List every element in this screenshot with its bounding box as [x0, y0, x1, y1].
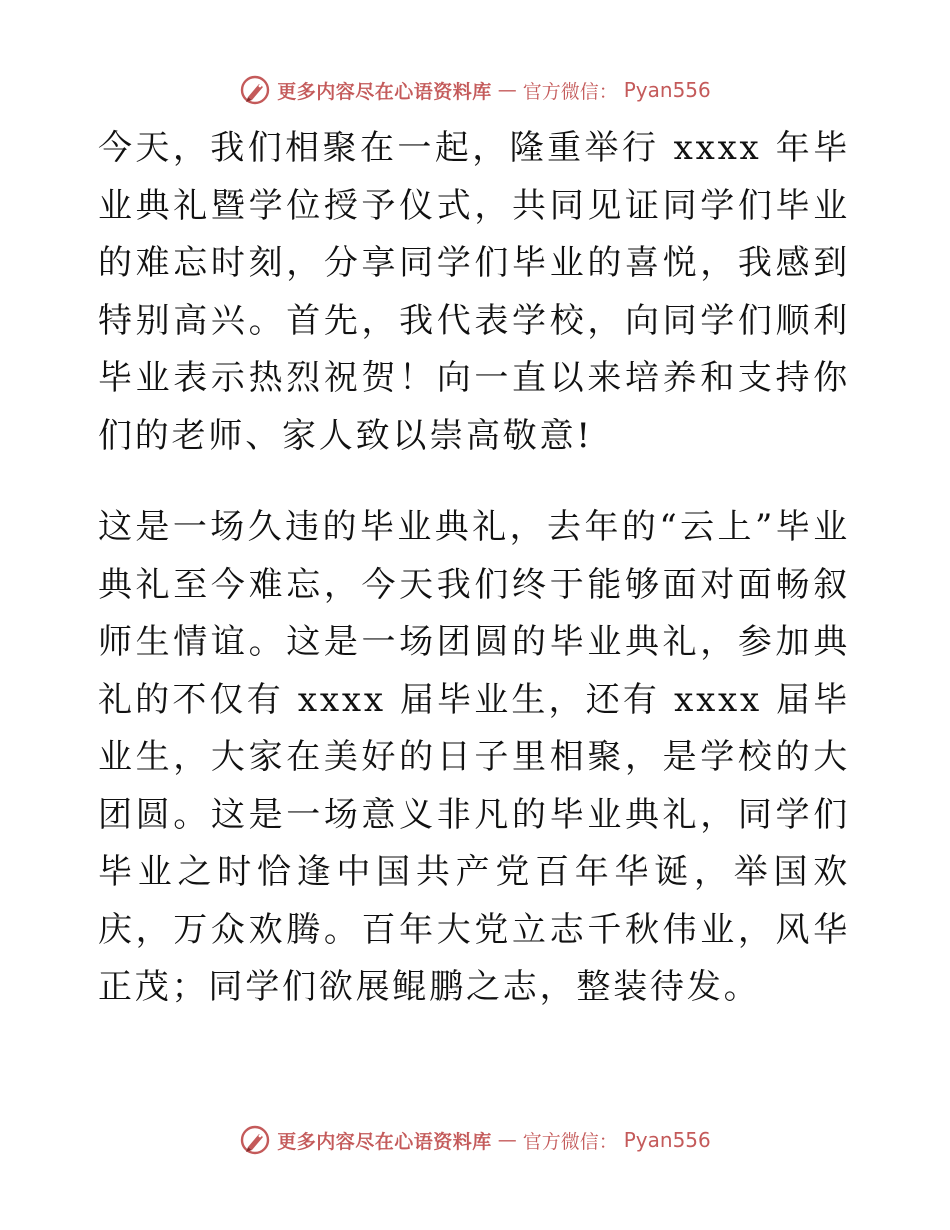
watermark-dash: — — [497, 1129, 517, 1151]
footer-watermark — [0, 1122, 950, 1158]
watermark-wechat-id: Pyan556 — [623, 78, 711, 102]
watermark-wechat-id: Pyan556 — [623, 1128, 711, 1152]
watermark-main-text: 更多内容尽在心语资料库 — [277, 80, 492, 103]
watermark-official-text: 官方微信： — [522, 1130, 618, 1153]
pen-nib-circle-icon — [239, 74, 271, 106]
document-body — [98, 120, 850, 1017]
watermark-main-text: 更多内容尽在心语资料库 — [277, 1130, 492, 1153]
watermark-dash: — — [497, 79, 517, 101]
pen-nib-circle-icon — [239, 1124, 271, 1156]
watermark-official-text: 官方微信： — [522, 80, 618, 103]
header-watermark — [0, 72, 950, 108]
paragraph-2: 这是一场久违的毕业典礼，去年的“云上”毕业典礼至今难忘，今天我们终于能够面对面畅叙师生情谊。这是一场团圆的毕业典礼，参加典礼的不仅有 xxxx 届毕业生，还有 xxxx 届毕业生，大家在美好的日子里相聚，是学校的大团圆。这是一场意义非凡的毕业典礼，同学们毕业之时恰逢中国共产党百年华诞，举国欢庆，万众欢腾。百年大党立志千秋伟业，风华正茂；同学们欲展鲲鹏之志，整装待发。 — [98, 507, 850, 1007]
paragraph-1: 今天，我们相聚在一起，隆重举行 xxxx 年毕业典礼暨学位授予仪式，共同见证同学们毕业的难忘时刻，分享同学们毕业的喜悦，我感到特别高兴。首先，我代表学校，向同学们顺利毕业表示热烈祝贺！向一直以来培养和支持你们的老师、家人致以崇高敬意! — [98, 128, 850, 456]
